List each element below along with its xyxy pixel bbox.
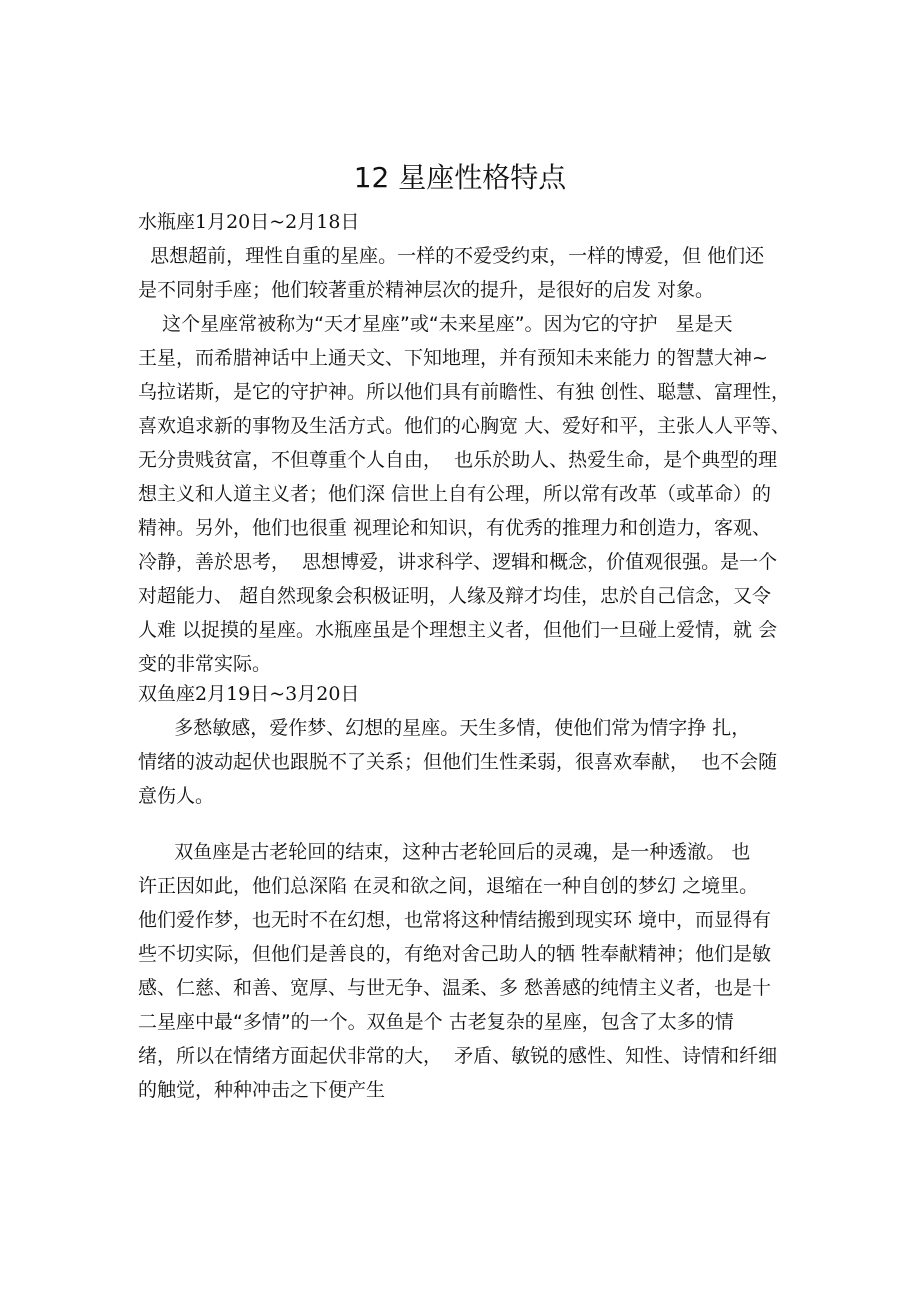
text-line: 他们爱作梦，也无时不在幻想，也常将这种情结搬到现实环 境中，而显得有 — [138, 909, 772, 931]
section-heading: 水瓶座1月20日~2月18日 — [138, 211, 360, 233]
text-line: 些不切实际，但他们是善良的，有绝对舍己助人的牺 牲奉献精神；他们是敏 — [138, 943, 772, 965]
section-pisces — [138, 677, 818, 1107]
paragraph — [138, 307, 818, 681]
text-line: 这个星座常被称为“天才星座”或“未来星座”。因为它的守护 星是天 — [138, 313, 733, 335]
text-line: 许正因如此，他们总深陷 在灵和欲之间，退缩在一种自创的梦幻 之境里。 — [138, 875, 759, 897]
text-line: 精神。另外，他们也很重 视理论和知识，有优秀的推理力和创造力，客观、 — [138, 517, 772, 539]
section-aquarius — [138, 205, 818, 681]
text-line: 感、仁慈、和善、宽厚、与世无争、温柔、多 愁善感的纯情主义者，也是十 — [138, 977, 772, 999]
text-line: 思想超前，理性自重的星座。一样的不爱受约束，一样的博爱，但 他们还 — [138, 245, 765, 267]
text-line: 绪，所以在情绪方面起伏非常的大， 矛盾、敏锐的感性、知性、诗情和纤细 — [138, 1045, 778, 1067]
text-line: 人难 以捉摸的星座。水瓶座虽是个理想主义者，但他们一旦碰上爱情，就 会 — [138, 619, 778, 641]
text-line: 的触觉，种种冲击之下便产生 — [138, 1079, 386, 1101]
paragraph — [138, 835, 818, 1107]
text-line: 乌拉诺斯，是它的守护神。所以他们具有前瞻性、有独 创性、聪慧、富理性， — [138, 381, 791, 403]
text-line: 是不同射手座；他们较著重於精神层次的提升，是很好的启发 对象。 — [138, 279, 715, 301]
paragraph — [138, 239, 818, 307]
text-line: 意伤人。 — [138, 785, 215, 807]
text-line: 喜欢追求新的事物及生活方式。他们的心胸宽 大、爱好和平，主张人人平等、 — [138, 415, 791, 437]
text-line: 想主义和人道主义者；他们深 信世上自有公理，所以常有改革（或革命）的 — [138, 483, 772, 505]
text-line: 无分贵贱贫富，不但尊重个人自由， 也乐於助人、热爱生命，是个典型的理 — [138, 449, 778, 471]
paragraph — [138, 711, 818, 813]
text-line: 冷静，善於思考， 思想博爱，讲求科学、逻辑和概念，价值观很强。是一个 — [138, 551, 778, 573]
text-line: 王星，而希腊神话中上通天文、下知地理，并有预知未来能力 的智慧大神~ — [138, 347, 768, 369]
text-line: 情绪的波动起伏也跟脱不了关系；但他们生性柔弱，很喜欢奉献， 也不会随 — [138, 751, 778, 773]
text-line: 对超能力、 超自然现象会积极证明，人缘及辩才均佳，忠於自己信念，又令 — [138, 585, 772, 607]
text-line: 二星座中最“多情”的一个。双鱼是个 古老复杂的星座，包含了太多的情 — [138, 1011, 734, 1033]
text-line: 多愁敏感，爱作梦、幻想的星座。天生多情，使他们常为情字挣 扎， — [138, 717, 751, 739]
section-heading: 双鱼座2月19日~3月20日 — [138, 683, 360, 705]
text-line: 双鱼座是古老轮回的结束，这种古老轮回后的灵魂，是一种透澈。 也 — [138, 841, 751, 863]
page-title: 12 星座性格特点 — [353, 161, 567, 194]
text-line: 变的非常实际。 — [138, 653, 272, 675]
